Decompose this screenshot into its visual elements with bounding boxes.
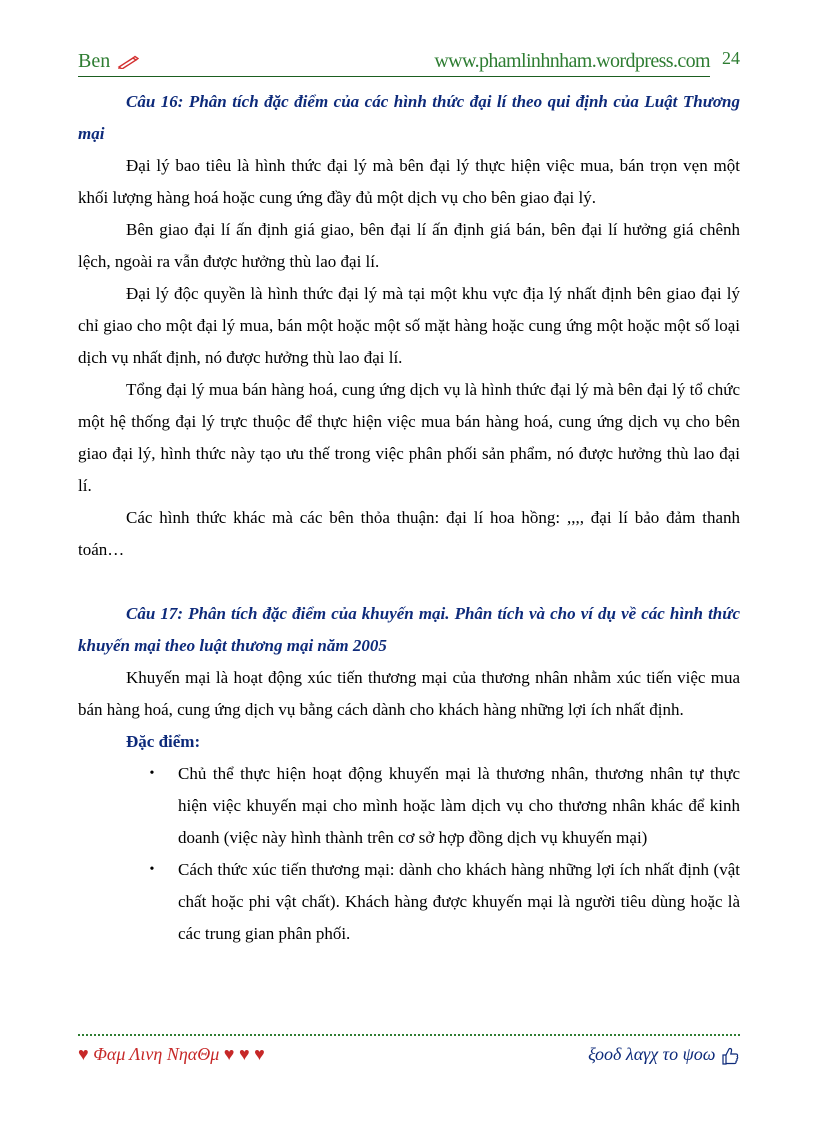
question-16-title: Câu 16: Phân tích đặc điểm của các hình thức đại lí theo qui định của Luật Thương mại (78, 92, 740, 143)
question-17-title: Câu 17: Phân tích đặc điểm của khuyến mại. Phân tích và cho ví dụ về các hình thức khuyến mại theo luật thương mại năm 2005 (78, 604, 740, 655)
bullet-dot-icon: • (149, 766, 155, 781)
footer-right-text: ξοοδ λαγχ το ψοω (588, 1044, 716, 1064)
bullet-item (78, 758, 740, 854)
q16-paragraph-5: Các hình thức khác mà các bên thỏa thuận: đại lí hoa hồng: ,,,, đại lí bảo đảm thanh toán… (78, 508, 740, 559)
header-author-text: Ben (78, 50, 111, 72)
section-spacer (78, 566, 740, 598)
footer-right (588, 1044, 740, 1066)
header-divider (78, 76, 710, 77)
header-author (78, 50, 139, 73)
page-number: 24 (722, 48, 740, 68)
pencil-icon (117, 55, 139, 69)
q16-paragraph-4: Tổng đại lý mua bán hàng hoá, cung ứng dịch vụ là hình thức đại lý mà bên đại lý tổ chức một hệ thống đại lý trực thuộc để thực hiện việc mua bán hàng hoá, cung ứng dịch vụ cho bên giao đại lý, hình thức này tạo ưu thế trong việc phân phối sản phẩm, nó được hưởng thù lao đại lí. (78, 380, 740, 495)
thumbs-up-icon (720, 1046, 740, 1066)
page-content (78, 86, 740, 950)
q17-subheading: Đặc điểm: (126, 732, 201, 751)
q16-paragraph-2: Bên giao đại lí ấn định giá giao, bên đại lí ấn định giá bán, bên đại lí hưởng giá chênh lệch, ngoài ra vẫn được hưởng thù lao đại lí. (78, 220, 740, 271)
bullet-item-text: Cách thức xúc tiến thương mại: dành cho khách hàng những lợi ích nhất định (vật chất hoặc phi vật chất). Khách hàng được khuyến mại là người tiêu dùng hoặc là các trung gian phân phối. (178, 860, 740, 943)
header-url[interactable]: www.phamlinhnham.wordpress.com (434, 50, 710, 72)
bullet-item-text: Chủ thể thực hiện hoạt động khuyến mại là thương nhân, thương nhân tự thực hiện việc khuyến mại cho mình hoặc làm dịch vụ cho thương nhân khác để kinh doanh (việc này hình thành trên cơ sở hợp đồng dịch vụ khuyến mại) (178, 764, 740, 847)
bullet-item (78, 854, 740, 950)
q17-paragraph-1: Khuyến mại là hoạt động xúc tiến thương mại của thương nhân nhằm xúc tiến việc mua bán hàng hoá, cung ứng dịch vụ bằng cách dành cho khách hàng những lợi ích nhất định. (78, 668, 740, 719)
q16-paragraph-3: Đại lý độc quyền là hình thức đại lý mà tại một khu vực địa lý nhất định bên giao đại lý chỉ giao cho một đại lý mua, bán một hoặc một số mặt hàng hoặc cung ứng một hoặc một số loại dịch vụ nhất định, nó được hưởng thù lao đại lí. (78, 284, 740, 367)
footer-divider (78, 1034, 740, 1036)
bullet-dot-icon: • (149, 862, 155, 877)
footer-left-text: ♥ Φαμ Λιvη ΝηαΘμ ♥ ♥ ♥ (78, 1044, 265, 1064)
page-header (78, 48, 740, 76)
q16-paragraph-1: Đại lý bao tiêu là hình thức đại lý mà bên đại lý thực hiện việc mua, bán trọn vẹn một khối lượng hàng hoá hoặc cung ứng đầy đủ một dịch vụ cho bên giao đại lý. (78, 156, 740, 207)
